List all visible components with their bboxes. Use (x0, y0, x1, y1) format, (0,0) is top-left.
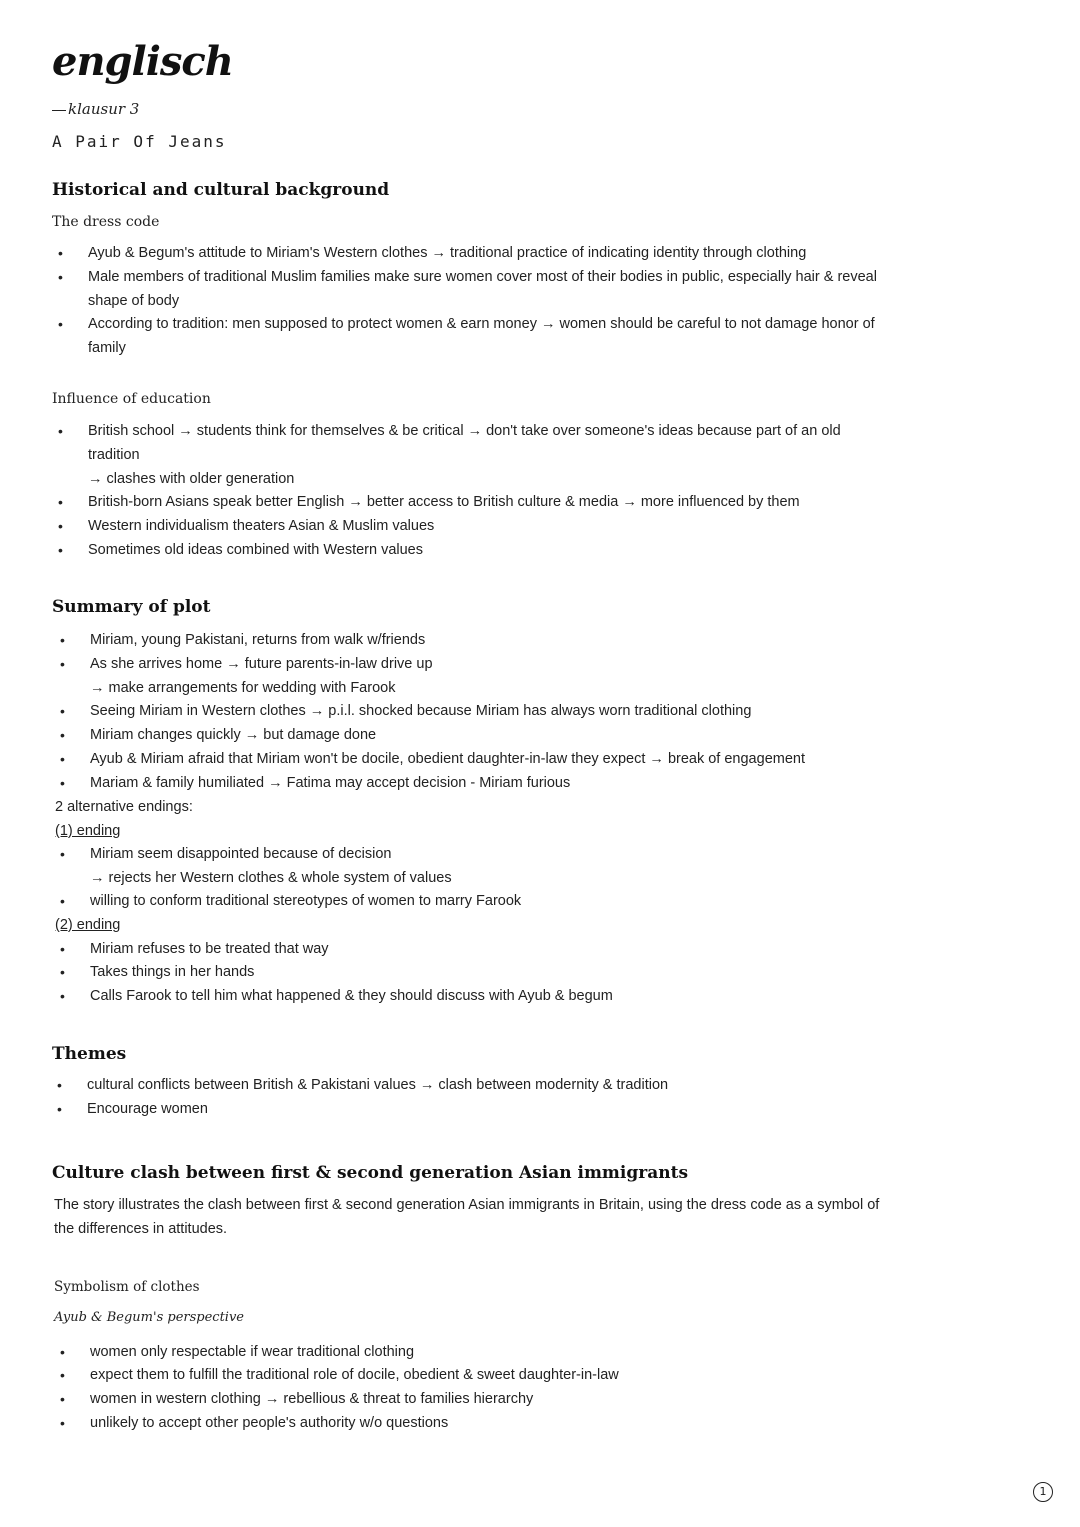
list-item: • Seeing Miriam in Western clothes → p.i.l. shocked because Miriam has always worn traditional clothing (90, 699, 751, 723)
underline-stroke (52, 110, 66, 111)
bullet-icon: • (58, 423, 63, 439)
list-item: • Miriam, young Pakistani, returns from walk w/friends (90, 628, 425, 652)
list-item-continuation: shape of body (88, 293, 180, 309)
list-item: • women in western clothing → rebellious & threat to families hierarchy (90, 1387, 533, 1411)
perspective-label: Ayub & Begum's perspective (54, 1310, 244, 1325)
list-item: • Ayub & Miriam afraid that Miriam won't be docile, obedient daughter-in-law they expect → break of engagement (90, 747, 805, 771)
alternative-endings-label: 2 alternative endings: (55, 799, 193, 815)
bullet-icon: • (58, 542, 63, 558)
list-item: • Miriam seem disappointed because of decision (90, 842, 391, 866)
list-item: • Miriam refuses to be treated that way (90, 937, 329, 961)
list-item: • According to tradition: men supposed to protect women & earn money → women should be careful to not damage honor of (88, 312, 875, 336)
list-sub-item: → make arrangements for wedding with Farook (90, 680, 396, 696)
bullet-icon: • (60, 727, 65, 743)
bullet-icon: • (60, 964, 65, 980)
bullet-icon: • (60, 941, 65, 957)
bullet-icon: • (57, 1101, 62, 1117)
bullet-icon: • (58, 316, 63, 332)
list-item: • expect them to fulfill the traditional role of docile, obedient & sweet daughter-in-law (90, 1363, 619, 1387)
subtitle-text: klausur 3 (68, 100, 140, 118)
ending-2-label: (2) ending (55, 917, 121, 933)
bullet-icon: • (58, 494, 63, 510)
list-item: • Takes things in her hands (90, 960, 254, 984)
ending-1-label: (1) ending (55, 823, 121, 839)
list-sub-item: → rejects her Western clothes & whole system of values (90, 870, 452, 886)
subtitle (52, 100, 139, 118)
list-item: • Mariam & family humiliated → Fatima may accept decision - Miriam furious (90, 771, 570, 795)
bullet-icon: • (60, 703, 65, 719)
list-item: • As she arrives home → future parents-in-law drive up (90, 652, 433, 676)
list-item: • Ayub & Begum's attitude to Miriam's Western clothes → traditional practice of indicating identity through clothing (88, 241, 806, 265)
heading-culture-clash: Culture clash between first & second generation Asian immigrants (52, 1163, 689, 1183)
document-title: A Pair Of Jeans (52, 132, 227, 151)
bullet-icon: • (58, 269, 63, 285)
list-item: • Male members of traditional Muslim families make sure women cover most of their bodies in public, especially hair & reveal (88, 265, 877, 289)
bullet-icon: • (60, 751, 65, 767)
heading-themes: Themes (52, 1044, 127, 1064)
bullet-icon: • (58, 245, 63, 261)
bullet-icon: • (57, 1077, 62, 1093)
list-item: • unlikely to accept other people's authority w/o questions (90, 1411, 448, 1435)
list-item: • Sometimes old ideas combined with Western values (88, 538, 423, 562)
list-item: • cultural conflicts between British & Pakistani values → clash between modernity & tradition (87, 1073, 668, 1097)
list-item: • Miriam changes quickly → but damage done (90, 723, 376, 747)
heading-historical: Historical and cultural background (52, 180, 390, 200)
bullet-icon: • (60, 988, 65, 1004)
bullet-icon: • (60, 775, 65, 791)
list-item-continuation: family (88, 340, 126, 356)
list-item: • British school → students think for themselves & be critical → don't take over someone's ideas because part of an old (88, 419, 841, 443)
paragraph-line: The story illustrates the clash between first & second generation Asian immigrants in Britain, using the dress code as a symbol of (54, 1197, 880, 1213)
bullet-icon: • (58, 518, 63, 534)
heading-symbolism: Symbolism of clothes (54, 1279, 200, 1295)
bullet-icon: • (60, 656, 65, 672)
page-number: 1 (1033, 1482, 1053, 1502)
bullet-icon: • (60, 1415, 65, 1431)
list-item: • willing to conform traditional stereotypes of women to marry Farook (90, 889, 521, 913)
bullet-icon: • (60, 632, 65, 648)
list-item: • Calls Farook to tell him what happened & they should discuss with Ayub & begum (90, 984, 613, 1008)
bullet-icon: • (60, 893, 65, 909)
bullet-icon: • (60, 1344, 65, 1360)
list-item-continuation: tradition (88, 447, 140, 463)
heading-education: Influence of education (52, 391, 211, 407)
bullet-icon: • (60, 1367, 65, 1383)
list-item: • British-born Asians speak better English → better access to British culture & media → more influenced by them (88, 490, 800, 514)
bullet-icon: • (60, 1391, 65, 1407)
bullet-icon: • (60, 846, 65, 862)
page-title: englisch (52, 38, 233, 85)
heading-plot: Summary of plot (52, 597, 211, 617)
paragraph-line: the differences in attitudes. (54, 1221, 228, 1237)
list-item: • Western individualism theaters Asian & Muslim values (88, 514, 434, 538)
heading-dress-code: The dress code (52, 214, 160, 230)
list-sub-item: → clashes with older generation (88, 471, 295, 487)
list-item: • Encourage women (87, 1097, 208, 1121)
list-item: • women only respectable if wear traditional clothing (90, 1340, 414, 1364)
